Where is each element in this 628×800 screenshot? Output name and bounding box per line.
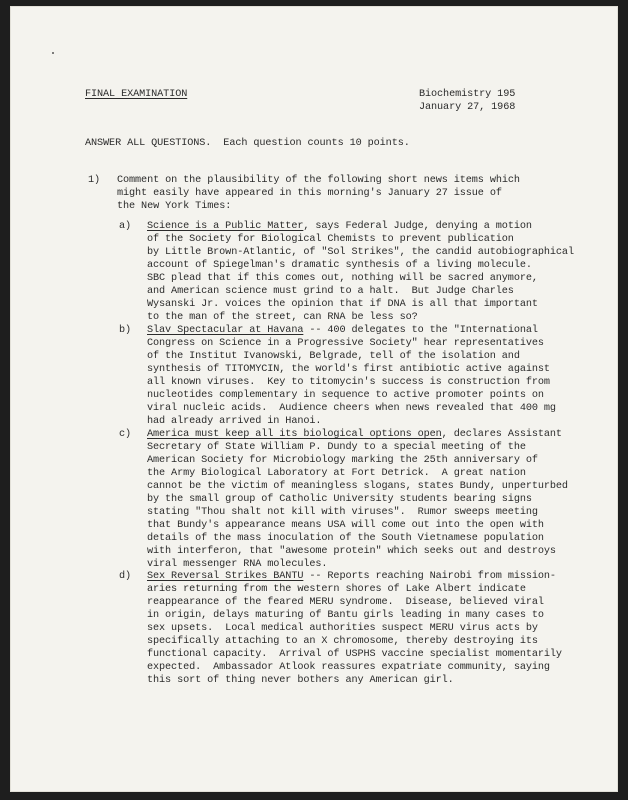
question-line: Comment on the plausibility of the following short news items which — [117, 175, 520, 186]
item-line: functional capacity. Arrival of USPHS vaccine specialist momentarily — [147, 649, 562, 660]
item-line: the Army Biological Laboratory at Fort Detrick. A great nation — [147, 468, 526, 479]
item-letter-b: b) — [119, 325, 132, 336]
news-item-d — [147, 570, 562, 687]
item-line: cannot be the victim of meaningless slogans, states Bundy, unperturbed — [147, 481, 568, 492]
headline-a: Science is a Public Matter — [147, 221, 304, 232]
item-line: sex upsets. Local medical authorities suspect MERU virus acts by — [147, 623, 538, 634]
item-line: to the man of the street, can RNA be less so? — [147, 312, 418, 323]
item-line: by Little Brown-Atlantic, of "Sol Strikes", the candid autobiographical — [147, 247, 574, 258]
item-line: in origin, delays maturing of Bantu girls leading in many cases to — [147, 610, 544, 621]
speck-mark — [52, 52, 54, 54]
headline-d: Sex Reversal Strikes BANTU — [147, 571, 304, 582]
question-text — [117, 174, 520, 213]
item-line: and American science must grind to a halt. But Judge Charles — [147, 286, 514, 297]
item-line: nucleotides complementary in sequence to active promoter points on — [147, 390, 544, 401]
item-line: , declares Assistant — [441, 429, 562, 440]
item-line: of the Institut Ivanowski, Belgrade, tell of the isolation and — [147, 351, 520, 362]
headline-b: Slav Spectacular at Havana — [147, 325, 304, 336]
item-line: , says Federal Judge, denying a motion — [303, 221, 532, 232]
question-line: the New York Times: — [117, 201, 232, 212]
item-line: Congress on Science in a Progressive Society" hear representatives — [147, 338, 544, 349]
item-line: synthesis of TITOMYCIN, the world's first antibiotic active against — [147, 364, 550, 375]
item-line: this sort of thing never bothers any American girl. — [147, 675, 454, 686]
item-line: reappearance of the feared MERU syndrome. Disease, believed viral — [147, 597, 544, 608]
item-letter-c: c) — [119, 429, 132, 440]
item-line: details of the mass inoculation of the South Vietnamese population — [147, 533, 544, 544]
instructions: ANSWER ALL QUESTIONS. Each question counts 10 points. — [85, 138, 410, 149]
item-line: aries returning from the western shores of Lake Albert indicate — [147, 584, 526, 595]
item-line: Wysanski Jr. voices the opinion that if DNA is all that important — [147, 299, 538, 310]
exam-page — [10, 6, 618, 792]
item-line: viral messenger RNA molecules. — [147, 559, 328, 570]
news-item-b — [147, 324, 556, 428]
item-line: viral nucleic acids. Audience cheers when news revealed that 400 mg — [147, 403, 556, 414]
item-line: -- Reports reaching Nairobi from mission- — [303, 571, 556, 582]
news-item-a — [147, 220, 574, 324]
item-line: all known viruses. Key to titomycin's success is construction from — [147, 377, 550, 388]
item-line: of the Society for Biological Chemists to prevent publication — [147, 234, 514, 245]
exam-date: January 27, 1968 — [419, 102, 516, 113]
item-line: -- 400 delegates to the "International — [303, 325, 538, 336]
item-line: Secretary of State William P. Dundy to a special meeting of the — [147, 442, 526, 453]
news-item-c — [147, 428, 568, 571]
item-line: had already arrived in Hanoi. — [147, 416, 322, 427]
item-line: stating "Thou shalt not kill with viruses". Rumor sweeps meeting — [147, 507, 538, 518]
item-letter-a: a) — [119, 221, 132, 232]
exam-title: FINAL EXAMINATION — [85, 89, 188, 100]
item-line: by the small group of Catholic University students bearing signs — [147, 494, 532, 505]
item-line: expected. Ambassador Atlook reassures expatriate community, saying — [147, 662, 550, 673]
item-line: specifically attaching to an X chromosome, thereby destroying its — [147, 636, 538, 647]
item-line: with interferon, that "awesome protein" which seeks out and destroys — [147, 546, 556, 557]
item-line: that Bundy's appearance means USA will come out into the open with — [147, 520, 544, 531]
question-number: 1) — [88, 175, 101, 186]
item-letter-d: d) — [119, 571, 132, 582]
item-line: American Society for Microbiology marking the 25th anniversary of — [147, 455, 538, 466]
item-line: SBC plead that if this comes out, nothing will be sacred anymore, — [147, 273, 538, 284]
item-line: account of Spiegelman's dramatic synthesis of a living molecule. — [147, 260, 532, 271]
course-name: Biochemistry 195 — [419, 89, 516, 100]
headline-c: America must keep all its biological options open — [147, 429, 442, 440]
question-line: might easily have appeared in this morning's January 27 issue of — [117, 188, 502, 199]
